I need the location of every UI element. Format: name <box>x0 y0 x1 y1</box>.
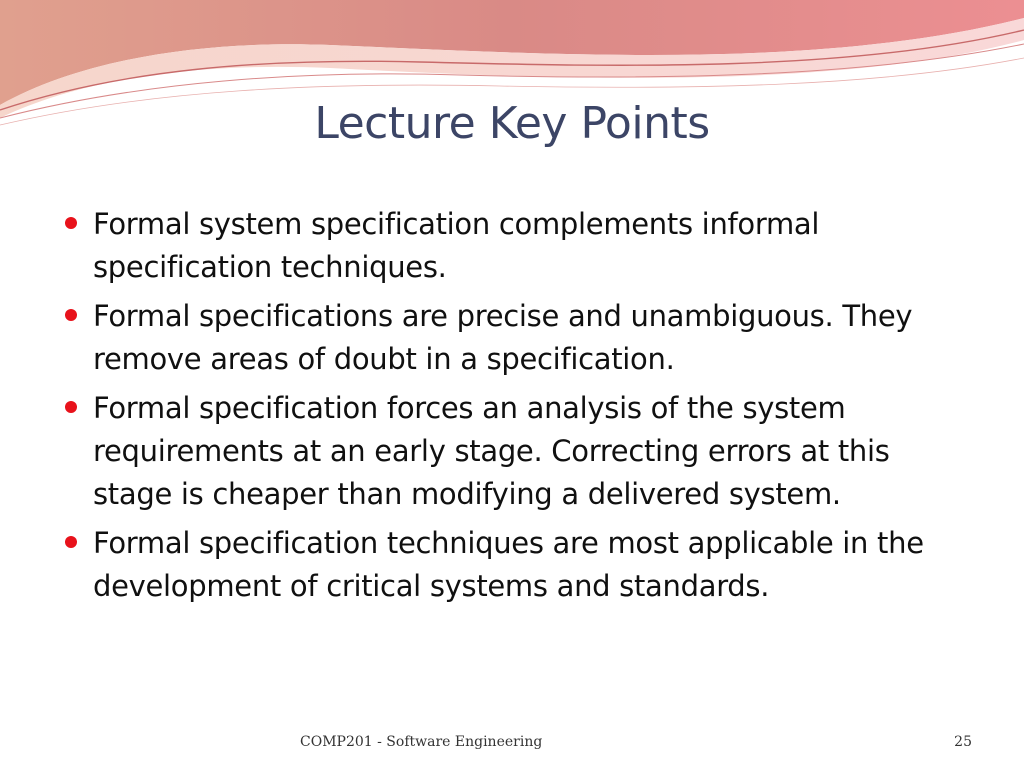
bullet-text: Formal specifications are precise and unambiguous. They remove areas of doubt in a specification. <box>93 299 913 376</box>
bullet-item <box>60 387 965 516</box>
bullet-item <box>60 295 965 381</box>
bullet-list <box>60 203 965 614</box>
bullet-dot-icon <box>65 309 77 321</box>
bullet-item <box>60 522 965 608</box>
slide-title: Lecture Key Points <box>314 98 710 149</box>
bullet-dot-icon <box>65 536 77 548</box>
bullet-text: Formal specification forces an analysis of the system requirements at an early stage. Correcting errors at this stage is cheaper than modifying a delivered system. <box>93 391 890 511</box>
footer-course-label: COMP201 - Software Engineering <box>300 734 543 750</box>
bullet-dot-icon <box>65 217 77 229</box>
bullet-text: Formal system specification complements informal specification techniques. <box>93 207 820 284</box>
bullet-dot-icon <box>65 401 77 413</box>
page-number: 25 <box>954 734 972 750</box>
bullet-text: Formal specification techniques are most applicable in the development of critical systems and standards. <box>93 526 924 603</box>
bullet-item <box>60 203 965 289</box>
